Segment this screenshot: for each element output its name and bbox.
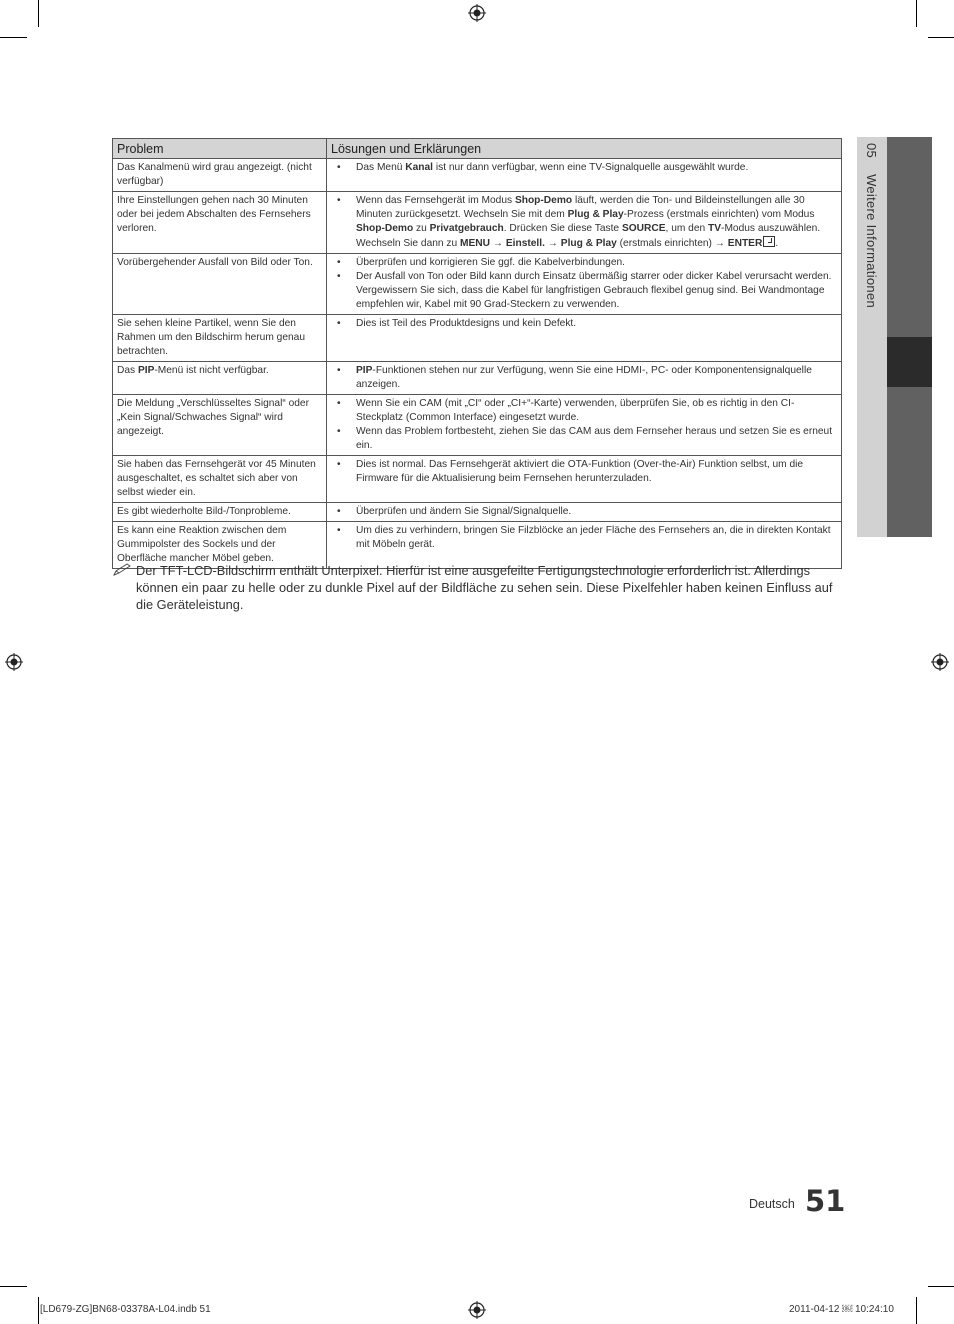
solution-item: • Um dies zu verhindern, bringen Sie Filzblöcke an jeder Fläche des Fernsehers an, die in direkten Kontakt mit Möbeln gerät. bbox=[331, 524, 837, 552]
solution-cell bbox=[327, 456, 842, 503]
chapter-title: Weitere Informationen bbox=[864, 174, 879, 309]
page-number: 51 bbox=[805, 1184, 846, 1218]
solution-item: • Dies ist normal. Das Fernsehgerät aktiviert die OTA-Funktion (Over-the-Air) Funktion selbst, um die Firmware für die Aktualisierung beim Fernsehen herunterzuladen. bbox=[331, 458, 837, 486]
note-pencil-icon bbox=[112, 563, 132, 577]
crop-mark bbox=[916, 1297, 917, 1324]
problem-cell: Die Meldung „Verschlüsseltes Signal“ oder „Kein Signal/Schwaches Signal“ wird angezeigt. bbox=[113, 395, 327, 456]
solution-list bbox=[331, 161, 837, 175]
column-header-problem: Problem bbox=[113, 139, 327, 159]
solution-list bbox=[331, 505, 837, 519]
solution-item: • Das Menü Kanal ist nur dann verfügbar, wenn eine TV-Signalquelle ausgewählt wurde. bbox=[331, 161, 837, 175]
table-row bbox=[113, 159, 842, 192]
crop-mark bbox=[0, 1286, 27, 1287]
table-header-row bbox=[113, 139, 842, 159]
table-row bbox=[113, 192, 842, 254]
crop-mark bbox=[916, 0, 917, 27]
solution-cell bbox=[327, 192, 842, 254]
solution-list bbox=[331, 364, 837, 392]
solution-item: • Dies ist Teil des Produktdesigns und kein Defekt. bbox=[331, 317, 837, 331]
solution-cell bbox=[327, 159, 842, 192]
solution-cell bbox=[327, 503, 842, 522]
registration-mark-icon bbox=[468, 4, 486, 22]
registration-mark-icon bbox=[931, 653, 949, 671]
problem-cell: Sie haben das Fernsehgerät vor 45 Minuten ausgeschaltet, es schaltet sich aber von selbst wieder ein. bbox=[113, 456, 327, 503]
table-body bbox=[113, 159, 842, 569]
solution-item: • Überprüfen und korrigieren Sie ggf. die Kabelverbindungen. bbox=[331, 256, 837, 270]
print-file-info: [LD679-ZG]BN68-03378A-L04.indb 51 bbox=[40, 1304, 211, 1315]
problem-cell: Es kann eine Reaktion zwischen dem Gummipolster des Sockels und der Oberfläche mancher Möbel geben. bbox=[113, 522, 327, 569]
problem-cell: Das PIP-Menü ist nicht verfügbar. bbox=[113, 362, 327, 395]
solution-item: • Der Ausfall von Ton oder Bild kann durch Einsatz übermäßig starrer oder dicker Kabel verursacht werden. Vergewissern Sie sich, dass die Kabel für langfristigen Gebrauch flexibel genug sind. Bei Wandmontage empfehlen wir, Kabel mit 90 Grad-Steckern zu verwenden. bbox=[331, 270, 837, 312]
crop-mark bbox=[928, 37, 954, 38]
solution-item: • Wenn Sie ein CAM (mit „CI“ oder „CI+“-Karte) verwenden, überprüfen Sie, ob es richtig in den CI-Steckplatz (Common Interface) eingesetzt wurde. bbox=[331, 397, 837, 425]
troubleshooting-table bbox=[112, 138, 842, 569]
footer-language: Deutsch bbox=[749, 1197, 795, 1211]
problem-cell: Es gibt wiederholte Bild-/Tonprobleme. bbox=[113, 503, 327, 522]
solution-item: • PIP-Funktionen stehen nur zur Verfügung, wenn Sie eine HDMI-, PC- oder Komponentensignalquelle anzeigen. bbox=[331, 364, 837, 392]
note bbox=[112, 562, 842, 613]
solution-list bbox=[331, 458, 837, 486]
crop-mark bbox=[38, 1297, 39, 1324]
crop-mark bbox=[38, 0, 39, 27]
problem-cell: Vorübergehender Ausfall von Bild oder Ton. bbox=[113, 254, 327, 315]
solution-list bbox=[331, 256, 837, 312]
table-row bbox=[113, 362, 842, 395]
solution-list bbox=[331, 317, 837, 331]
solution-cell bbox=[327, 362, 842, 395]
table-row bbox=[113, 254, 842, 315]
problem-cell: Das Kanalmenü wird grau angezeigt. (nicht verfügbar) bbox=[113, 159, 327, 192]
solution-item: • Wenn das Problem fortbesteht, ziehen Sie das CAM aus dem Fernseher heraus und setzen Sie es erneut ein. bbox=[331, 425, 837, 453]
solution-list bbox=[331, 397, 837, 453]
chapter-tab-label bbox=[864, 143, 879, 308]
table-row bbox=[113, 395, 842, 456]
table-row bbox=[113, 456, 842, 503]
solution-item: • Überprüfen und ändern Sie Signal/Signalquelle. bbox=[331, 505, 837, 519]
table-row bbox=[113, 503, 842, 522]
chapter-tab-active-marker bbox=[887, 337, 932, 387]
registration-mark-icon bbox=[468, 1301, 486, 1319]
crop-mark bbox=[0, 37, 27, 38]
solution-item: • Wenn das Fernsehgerät im Modus Shop-Demo läuft, werden die Ton- und Bildeinstellungen alle 30 Minuten zurückgesetzt. Wechseln Sie mit dem Plug & Play-Prozess (erstmals einrichten) vom Modus Shop-Demo zu Privatgebrauch. Drücken Sie diese Taste SOURCE, um den TV-Modus auszuwählen. Wechseln Sie dann zu MENU → Einstell. → Plug & Play (erstmals einrichten) → ENTER . bbox=[331, 194, 837, 251]
solution-list bbox=[331, 524, 837, 552]
problem-cell: Sie sehen kleine Partikel, wenn Sie den Rahmen um den Bildschirm herum genau betrachten. bbox=[113, 315, 327, 362]
print-date-info: 2011-04-12 ￼ 10:24:10 bbox=[789, 1304, 894, 1315]
note-text: Der TFT-LCD-Bildschirm enthält Unterpixel. Hierfür ist eine ausgefeilte Fertigungstechnologie erforderlich ist. Allerdings können ein paar zu helle oder zu dunkle Pixel auf der Bildfläche zu sehen sein. Diese Pixelfehler haben keinen Einfluss auf die Geräteleistung. bbox=[136, 563, 833, 612]
table-row bbox=[113, 315, 842, 362]
solution-cell bbox=[327, 315, 842, 362]
solution-list bbox=[331, 194, 837, 251]
column-header-solutions: Lösungen und Erklärungen bbox=[327, 139, 842, 159]
registration-mark-icon bbox=[5, 653, 23, 671]
crop-mark bbox=[928, 1286, 954, 1287]
chapter-number: 05 bbox=[864, 143, 879, 159]
solution-cell bbox=[327, 395, 842, 456]
solution-cell bbox=[327, 254, 842, 315]
problem-cell: Ihre Einstellungen gehen nach 30 Minuten oder bei jedem Abschalten des Fernsehers verloren. bbox=[113, 192, 327, 254]
